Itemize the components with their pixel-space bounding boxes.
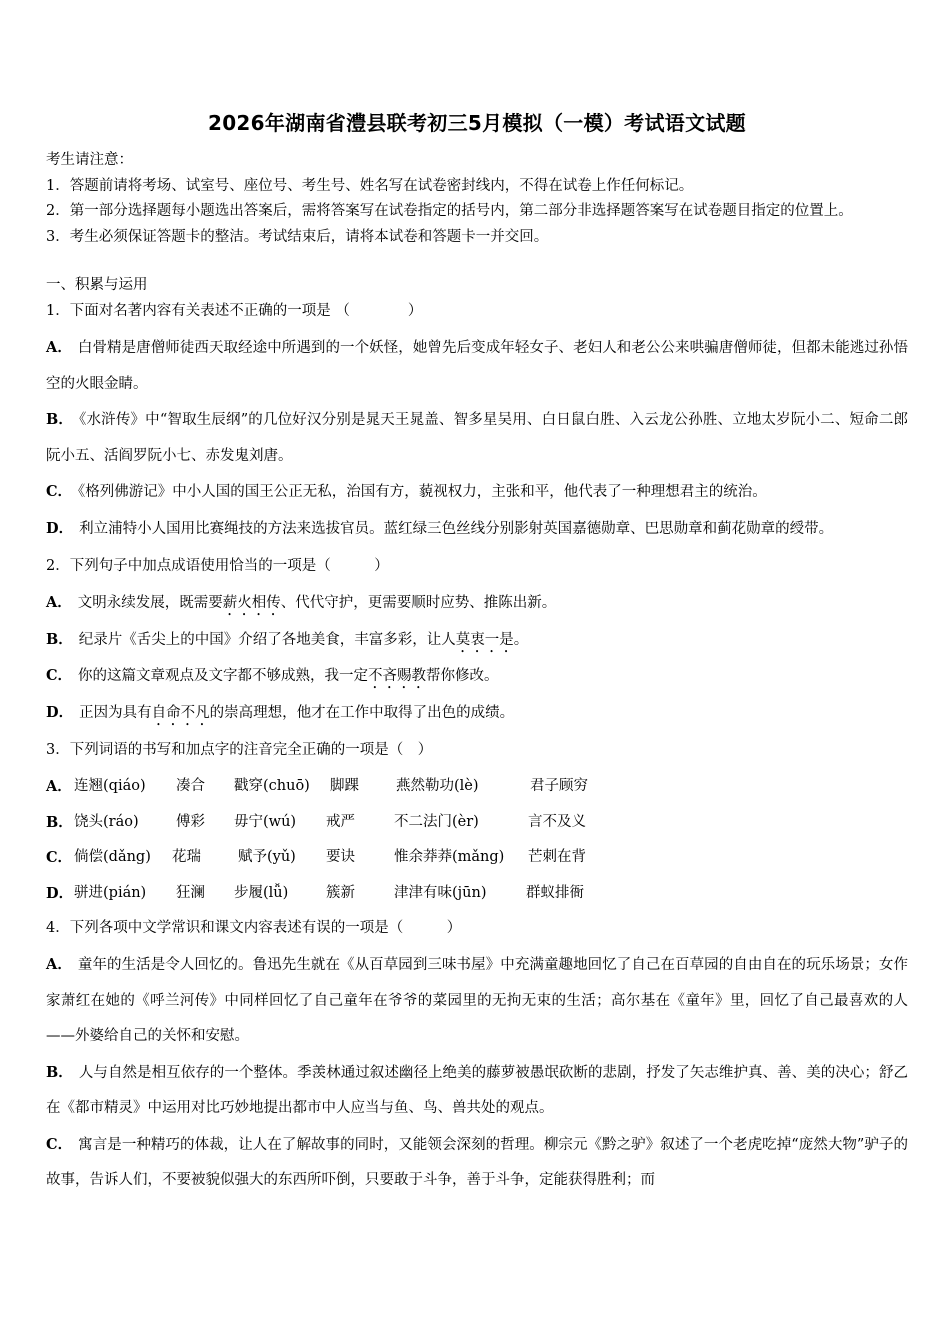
option-text: 你的这篇文章观点及文字都不够成熟，我一定 bbox=[78, 668, 369, 684]
word-item: 惟余莽莽(mǎng) bbox=[394, 849, 505, 865]
option-text: 寓言是一种精巧的体裁，让人在了解故事的同时，又能领会深刻的哲理。柳宗元《黔之驴》叙述了一个老虎吃掉“庞然大物”驴子的故事，告诉人们，不要被貌似强大的东西所吓倒，只要敢于斗争，善于斗争，定能获得胜利；而 bbox=[46, 1136, 908, 1188]
word-item: 饶头(ráo) bbox=[74, 813, 139, 830]
dotted-idiom: 薪火相传 bbox=[222, 595, 281, 611]
page-title: 2026年湖南省澧县联考初三5月模拟（一模）考试语文试题 bbox=[208, 111, 746, 135]
option-text: 纪录片《舌尖上的中国》介绍了各地美食，丰富多彩，让人 bbox=[78, 631, 456, 648]
word-item: 要诀 bbox=[326, 849, 355, 865]
word-item: 傅彩 bbox=[176, 813, 205, 830]
option-text: 利立浦特小人国用比赛绳技的方法来选拔官员。蓝红绿三色丝线分别影射英国嘉德勋章、巴思勋章和蓟花勋章的绶带。 bbox=[79, 520, 834, 537]
q3-option-a[interactable] bbox=[46, 769, 908, 805]
word-item: 毋宁(wú) bbox=[234, 813, 297, 830]
dotted-idiom: 自命不凡 bbox=[151, 704, 210, 721]
dotted-idiom: 莫衷一是 bbox=[455, 631, 514, 648]
exam-page bbox=[46, 108, 908, 1199]
q1-option-d[interactable] bbox=[46, 511, 908, 548]
word-item: 燕然勒功(lè) bbox=[396, 778, 479, 794]
notice-item: 2．第一部分选择题每小题选出答案后，需将答案写在试卷指定的括号内，第二部分非选择题答案写在试卷题目指定的位置上。 bbox=[46, 203, 853, 219]
option-text: 。 bbox=[513, 631, 529, 648]
option-label: D． bbox=[46, 703, 74, 721]
stem-emphasis: 使用恰当 bbox=[200, 558, 259, 574]
option-label: D． bbox=[46, 884, 74, 902]
q3-option-b[interactable] bbox=[46, 805, 908, 841]
option-label: B． bbox=[46, 1063, 73, 1081]
option-text: 文明永续发展，既需要 bbox=[77, 595, 223, 611]
word-item: 津津有味(jūn) bbox=[394, 884, 487, 901]
word-item: 脚踝 bbox=[330, 778, 359, 794]
word-item: 狂澜 bbox=[176, 884, 205, 901]
section-heading: 一、积累与运用 bbox=[46, 277, 148, 293]
word-item: 倘偿(dǎng) bbox=[74, 849, 151, 865]
stem-text: 2．下列句子中加点成语 bbox=[46, 558, 201, 574]
notice-item: 3．考生必须保证答题卡的整洁。考试结束后，请将本试卷和答题卡一并交回。 bbox=[46, 228, 549, 245]
q1-option-c[interactable] bbox=[46, 474, 908, 511]
option-text: 帮你修改。 bbox=[426, 668, 499, 684]
q4-option-b[interactable] bbox=[46, 1055, 908, 1127]
candidate-notice bbox=[46, 148, 908, 250]
q4-option-c[interactable] bbox=[46, 1127, 908, 1199]
option-label: B． bbox=[46, 813, 73, 831]
stem-text: 的一项是（ ） bbox=[330, 920, 462, 936]
q1-option-a[interactable] bbox=[46, 330, 908, 402]
option-text: 正因为具有 bbox=[79, 704, 152, 721]
option-label: A． bbox=[46, 339, 72, 356]
option-label: B． bbox=[46, 411, 74, 428]
option-label: A． bbox=[46, 594, 72, 611]
word-item: 骈进(pián) bbox=[74, 884, 147, 901]
option-text: 白骨精是唐僧师徒西天取经途中所遇到的一个妖怪，她曾先后变成年轻女子、老妇人和老公公来哄骗唐僧师徒，但都未能逃过孙悟空的火眼金睛。 bbox=[46, 340, 908, 392]
word-item: 赋予(yǔ) bbox=[238, 849, 296, 865]
word-item: 步履(lǚ) bbox=[234, 884, 289, 901]
option-text: 《水浒传》中“智取生辰纲”的几位好汉分别是晁天王晁盖、智多星吴用、白日鼠白胜、入云龙公孙胜、立地太岁阮小二、短命二郎阮小五、活阎罗阮小七、赤发鬼刘唐。 bbox=[46, 412, 908, 464]
option-text: 《格列佛游记》中小人国的国王公正无私，治国有方，藐视权力，主张和平，他代表了一种理想君主的统治。 bbox=[78, 484, 767, 500]
word-item: 花瑞 bbox=[172, 849, 201, 865]
question-3-stem: 3．下列词语的书写和加点字的注音完全正确的一项是（ ） bbox=[46, 742, 433, 758]
q2-option-d[interactable] bbox=[46, 695, 908, 732]
stem-emphasis: 有误 bbox=[301, 920, 331, 936]
option-label: C． bbox=[46, 667, 73, 684]
word-item: 戒严 bbox=[326, 813, 355, 830]
option-text: 的崇高理想，他才在工作中取得了出色的成绩。 bbox=[209, 704, 515, 721]
question-4-stem bbox=[46, 915, 908, 941]
stem-text: 的一项是（ ） bbox=[258, 558, 389, 574]
q3-option-c[interactable] bbox=[46, 840, 908, 876]
word-item: 君子顾穷 bbox=[530, 778, 588, 794]
word-item: 芒刺在背 bbox=[528, 849, 586, 865]
question-2-stem bbox=[46, 553, 908, 579]
word-item: 言不及义 bbox=[528, 813, 586, 830]
word-item: 群蚁排衙 bbox=[526, 884, 584, 901]
word-item: 不二法门(èr) bbox=[394, 813, 479, 830]
option-text: 童年的生活是令人回忆的。鲁迅先生就在《从百草园到三味书屋》中充满童趣地回忆了自己在百草园的自由自在的玩乐场景；女作家萧红在她的《呼兰河传》中同样回忆了自己童年在爷爷的菜园里的无拘无束的生活；高尔基在《童年》里，回忆了自己最喜欢的人——外婆给自己的关怀和安慰。 bbox=[46, 957, 908, 1044]
stem-text: 4．下列各项中文学常识和课文内容表述 bbox=[46, 920, 302, 936]
dotted-idiom: 不吝赐教 bbox=[368, 668, 427, 684]
q2-option-b[interactable] bbox=[46, 622, 908, 659]
word-item: 凑合 bbox=[176, 778, 205, 794]
word-item: 簇新 bbox=[326, 884, 355, 901]
question-1-stem: 1．下面对名著内容有关表述不正确的一项是 （ ） bbox=[46, 303, 423, 319]
option-label: B． bbox=[46, 630, 73, 648]
option-label: C． bbox=[46, 483, 73, 500]
q2-option-c[interactable] bbox=[46, 658, 908, 695]
option-label: C． bbox=[46, 849, 73, 866]
q1-option-b[interactable] bbox=[46, 402, 908, 474]
option-label: C． bbox=[46, 1135, 73, 1153]
notice-item: 1．答题前请将考场、试室号、座位号、考生号、姓名写在试卷密封线内，不得在试卷上作任何标记。 bbox=[46, 177, 694, 194]
option-label: D． bbox=[46, 519, 74, 537]
word-item: 连翘(qiáo) bbox=[74, 778, 146, 794]
notice-heading: 考生请注意： bbox=[46, 152, 133, 168]
option-text: 、代代守护，更需要顺时应势、推陈出新。 bbox=[280, 595, 557, 611]
q3-option-d[interactable] bbox=[46, 876, 908, 912]
q2-option-a[interactable] bbox=[46, 585, 908, 622]
option-text: 人与自然是相互依存的一个整体。季羡林通过叙述幽径上绝美的藤萝被愚氓砍断的悲剧，抒发了矢志维护真、善、美的决心；舒乙在《都市精灵》中运用对比巧妙地提出都市中人应当与鱼、鸟、兽共处的观点。 bbox=[46, 1064, 908, 1116]
option-label: A． bbox=[46, 956, 72, 973]
q4-option-a[interactable] bbox=[46, 947, 908, 1055]
word-item: 戳穿(chuō) bbox=[234, 778, 310, 794]
option-label: A． bbox=[46, 778, 72, 795]
